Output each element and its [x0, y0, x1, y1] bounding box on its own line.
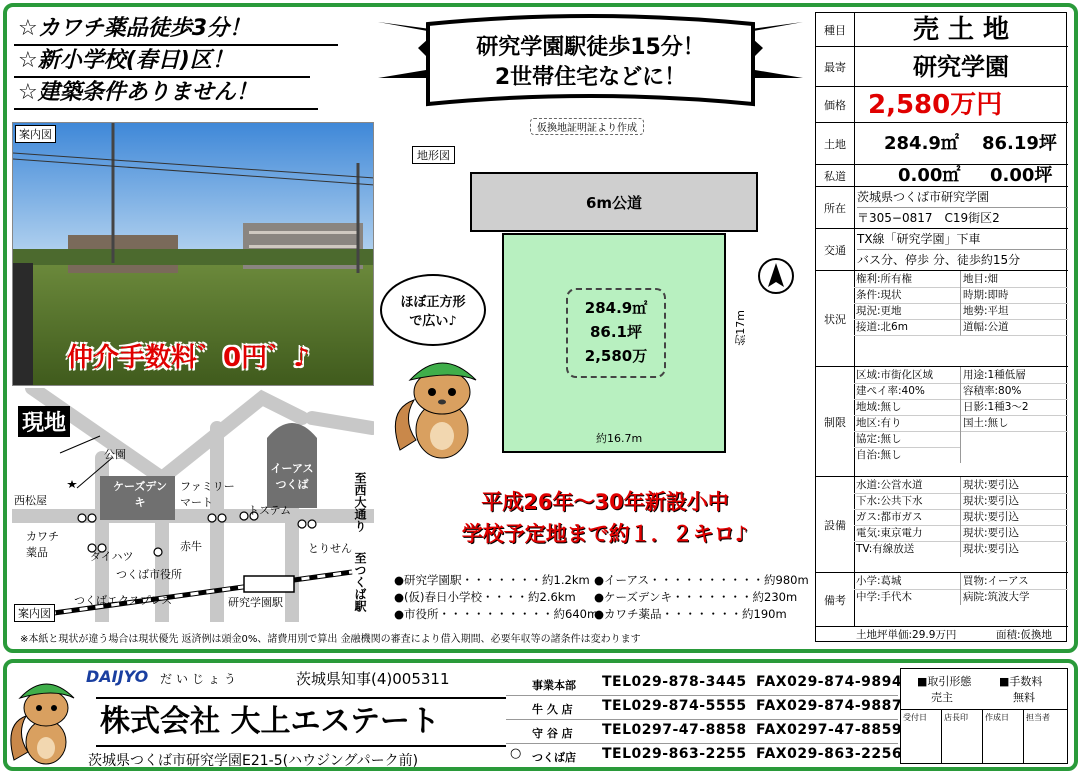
banner-line-1: 研究学園駅徒歩15分！ [476, 35, 705, 60]
site-label: 現地 [18, 406, 70, 437]
spec-table [815, 12, 1067, 642]
spec-row-restrict: 制限 区域:市街化区域 用途:1種低層 建ぺイ率:40% 容積率:80% 地域:無し 日影:1種3〜2 地区:有り 国土:無し 協定:無し 自治:無し [816, 367, 1068, 477]
deal-box [900, 668, 1068, 764]
spec-row-private: 私道 0.00㎡ 0.00坪 [816, 165, 1068, 187]
spec-land-tsubo: 86.19坪 [982, 133, 1057, 154]
banner [378, 12, 803, 116]
disclaimer: ※本紙と現状が違う場合は現状優先 返済例は頭金0%、諸費用別で算出 金融機関の審査により借入期間、必要年収等の諸条件は変わります [20, 634, 641, 645]
nearby-item: ●市役所・・・・・・・・・・約640m [394, 607, 599, 621]
fee-value: 無料 [1013, 691, 1035, 704]
plot-side-south: 約16.7m [596, 432, 643, 445]
spec-station: 研究学園 [913, 53, 1009, 81]
spec-traffic-1: TX線「研究学園」下車 [857, 229, 1068, 250]
spec-row-type: 種目 売 土 地 [816, 13, 1068, 47]
spec-land-sqm: 284.9㎡ [884, 133, 959, 154]
plot-area: 284.9㎡ [584, 299, 648, 317]
nearby-left [394, 572, 599, 623]
map-place-station: 研究学園駅 [228, 596, 283, 609]
company-mascot-icon [8, 668, 78, 768]
spec-type: 売 土 地 [912, 15, 1010, 45]
spec-row-footer [816, 627, 1068, 643]
nearby-right [594, 572, 809, 623]
branch-tel: TEL0297-47-8858 [602, 722, 747, 738]
branch-tel: TEL029-874-5555 [602, 698, 747, 714]
spec-row-traffic: 交通 TX線「研究学園」下車 バス分、停歩 分、徒歩約15分 [816, 229, 1068, 271]
spec-row-address: 所在 茨城県つくば市研究学園 〒305−0817 C19街区2 [816, 187, 1068, 229]
branch-row: 牛 久 店 TEL029-874-5555 FAX029-874-9887 [506, 696, 898, 720]
fee-zero-text: 仲介手数料゛0円゛♪ [67, 343, 310, 373]
company-logo: DAIJYO [86, 667, 149, 686]
deal-label: ■取引形態 [917, 675, 972, 688]
map-dir-nishi: 至西大通り [353, 472, 367, 532]
map-place-nishimatsuya: 西松屋 [14, 494, 47, 507]
headline-3: ☆建築条件ありません！ [14, 78, 318, 110]
plot-tsubo: 86.1坪 [589, 323, 642, 341]
map-place-ks: ケーズデンキ [112, 480, 167, 509]
banner-line-2: 2世帯住宅などに！ [494, 65, 687, 90]
squirrel-mascot-icon [392, 350, 488, 462]
spec-address-2: 〒305−0817 C19街区2 [857, 211, 1000, 225]
school-note [400, 486, 810, 550]
company-license: 茨城県知事(4)005311 [296, 670, 450, 688]
spec-row-land: 土地 284.9㎡ 86.19坪 [816, 123, 1068, 165]
nearby-item: ●研究学園駅・・・・・・・約1.2km [394, 573, 590, 587]
branch-fax: FAX029-874-9887 [756, 698, 903, 714]
nearby-item: ●(仮)春日小学校・・・・約2.6km [394, 590, 576, 604]
branch-tel: TEL029-863-2255 [602, 746, 747, 762]
map-dir-tsukuba: 至つくば駅 [353, 552, 367, 612]
company-kana: だいじょう [160, 672, 241, 686]
area-map-label: 案内図 [14, 604, 55, 622]
branch-fax: FAX029-863-2256 [756, 746, 903, 762]
nearby-item: ●ケーズデンキ・・・・・・・約230m [594, 590, 798, 604]
source-note: 仮換地証明証より作成 [530, 118, 644, 135]
plot-map-label: 地形図 [412, 146, 455, 164]
headline-2: ☆新小学校(春日)区！ [14, 46, 310, 78]
company-name: 株式会社 大上エステート [96, 697, 506, 747]
branch-fax: FAX029-874-9894 [756, 674, 903, 690]
branch-fax: FAX0297-47-8859 [756, 722, 903, 738]
spec-private-sqm: 0.00㎡ [898, 165, 961, 186]
branch-tel: TEL029-878-3445 [602, 674, 747, 690]
spec-address-1: 茨城県つくば市研究学園 [857, 187, 1068, 208]
plot-summary [566, 288, 666, 378]
north-arrow-shape [760, 260, 792, 292]
map-place-torisen: とりせん [308, 542, 352, 555]
map-place-park: 公園 [104, 448, 126, 461]
site-photo [12, 122, 374, 386]
spec-row-remarks: 備考 小学:葛城 買物:イーアス 中学:手代木 病院:筑波大学 [816, 573, 1068, 627]
spec-price: 2,580万円 [868, 90, 1003, 120]
branch-row: ○ つくば店 TEL029-863-2255 FAX029-863-2256 [510, 746, 903, 764]
map-place-city-hall: つくば市役所 [116, 568, 182, 581]
deal-value: 売主 [931, 691, 953, 704]
branch-row: 守 谷 店 TEL0297-47-8858 FAX0297-47-8859 [506, 720, 898, 744]
plot-price: 2,580万 [584, 347, 648, 365]
school-note-line-2: 学校予定地まで約１．２キロ♪ [461, 522, 749, 546]
map-place-familymart: ファミリーマート [180, 480, 235, 509]
stamp-grid: 受付日 店長印 作成日 担当者 [901, 709, 1067, 763]
spec-row-station: 最寄 研究学園 [816, 47, 1068, 87]
spec-private-tsubo: 0.00坪 [990, 165, 1053, 186]
spec-row-price: 価格 2,580万円 [816, 87, 1068, 123]
map-place-tx: つくばエクスプレス [74, 594, 173, 607]
branch-list [506, 672, 903, 767]
headline-1: ☆カワチ薬品徒歩3分！ [14, 14, 338, 46]
spec-unit-price: 土地坪単価:29.9万円 [856, 629, 957, 641]
nearby-item: ●カワチ薬品・・・・・・・約190m [594, 607, 787, 621]
headline-list [14, 14, 374, 110]
nearby-item: ●イーアス・・・・・・・・・・約980m [594, 573, 809, 587]
company-address: 茨城県つくば市研究学園E21-5(ハウジングパーク前) [88, 753, 419, 769]
map-place-kawachi: カワチ薬品 [26, 530, 59, 559]
plot-side-east: 約17m [734, 310, 747, 346]
map-place-tostem: トステム [248, 504, 292, 517]
branch-row: 事業本部 TEL029-878-3445 FAX029-874-9894 [506, 672, 898, 696]
photo-label: 案内図 [15, 125, 56, 143]
area-map [12, 388, 374, 622]
north-arrow-icon [758, 258, 794, 294]
map-place-iias: イーアスつくば [270, 462, 314, 491]
road-6m: 6m公道 [470, 172, 758, 232]
speech-bubble: ほぼ正方形で広い♪ [380, 274, 486, 346]
map-place-daihatsu: ダイハツ [90, 550, 134, 563]
fee-label: ■手数料 [999, 675, 1043, 688]
spec-row-status: 状況 権利:所有権 地目:畑 条件:現状 時期:即時 現況:更地 地勢:平坦 接道:北6m 道幅:公道 [816, 271, 1068, 367]
map-place-akaushi: 赤牛 [180, 540, 202, 553]
spec-row-facility: 設備 水道:公営水道 現状:要引込 下水:公共下水 現状:要引込 ガス:都市ガス 現状:要引込 電気:東京電力 現状:要引込 TV:有線放送 現状:要引込 [816, 477, 1068, 573]
spec-traffic-2: バス分、停歩 分、徒歩約15分 [857, 253, 1021, 267]
spec-area-type: 面積:仮換地 [996, 629, 1053, 641]
school-note-line-1: 平成26年～30年新設小中 [481, 490, 729, 514]
